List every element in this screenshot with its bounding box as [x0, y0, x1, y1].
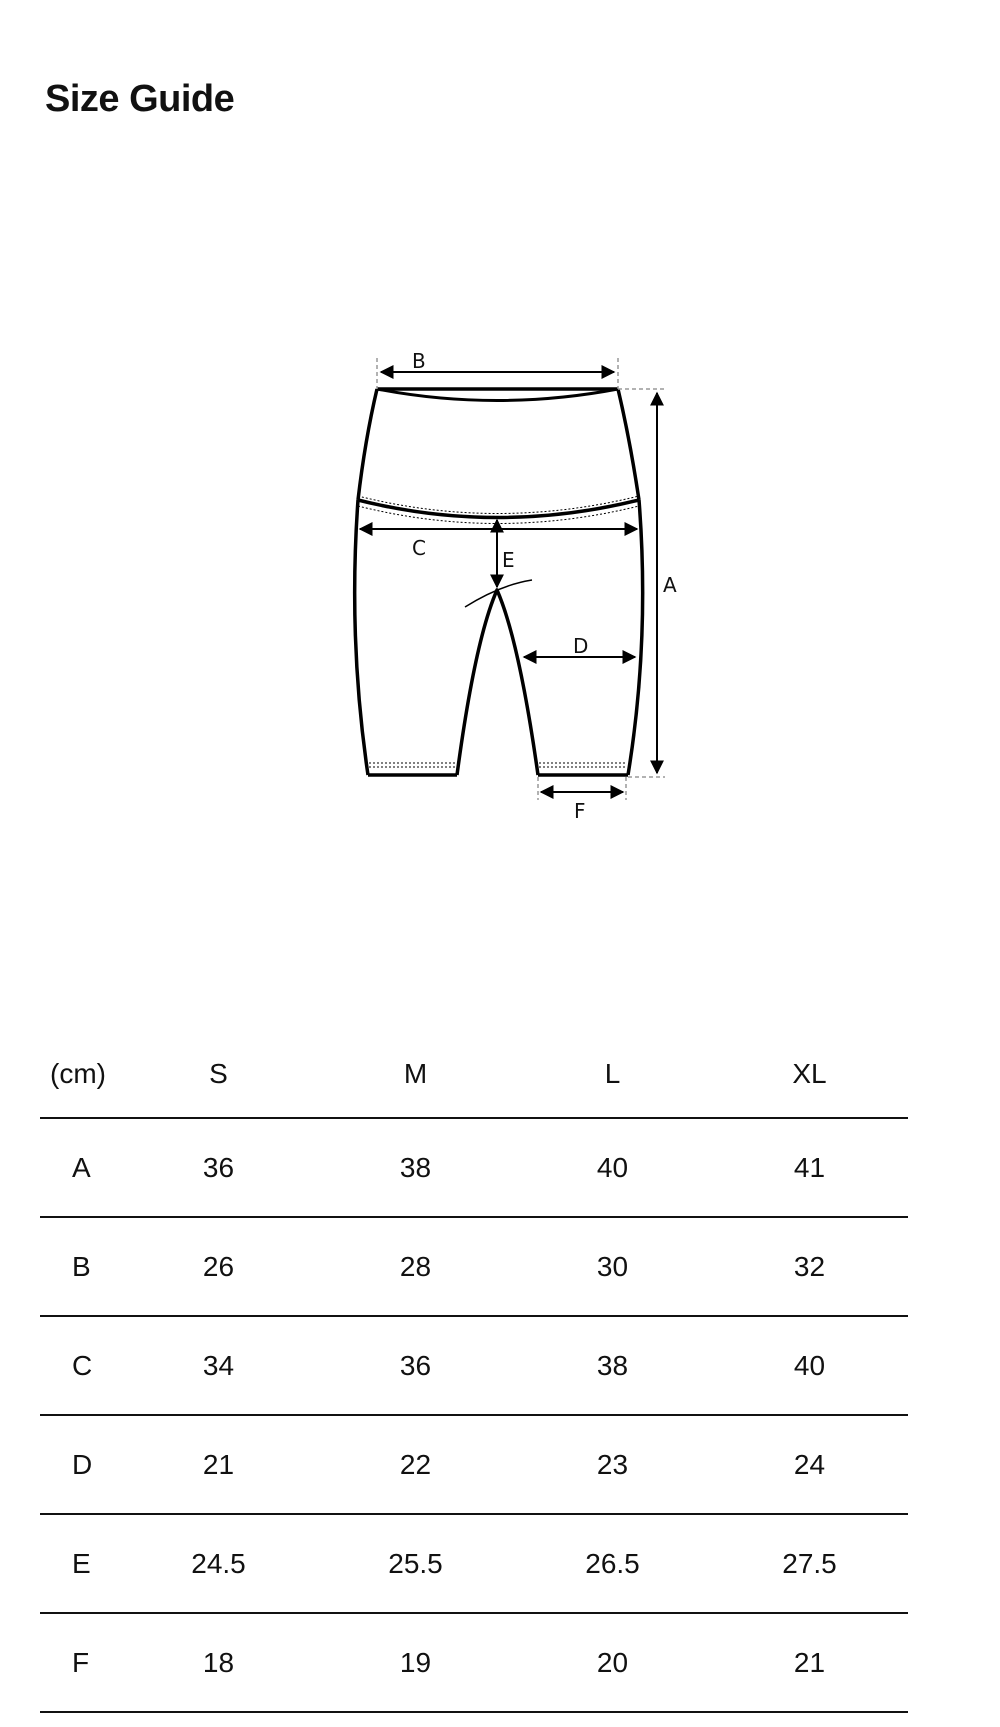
row-label: D — [40, 1415, 120, 1514]
cell-value: 21 — [120, 1415, 317, 1514]
cell-value: 34 — [120, 1316, 317, 1415]
page-title: Size Guide — [45, 78, 235, 120]
label-b: B — [412, 349, 426, 373]
cell-value: 36 — [317, 1316, 514, 1415]
size-header-xl: XL — [711, 1030, 908, 1118]
label-d: D — [573, 634, 589, 658]
cell-value: 30 — [514, 1217, 711, 1316]
cell-value: 24.5 — [120, 1514, 317, 1613]
cell-value: 21 — [711, 1613, 908, 1712]
cell-value: 38 — [514, 1316, 711, 1415]
shorts-outline — [355, 389, 643, 775]
cell-value: 20 — [514, 1613, 711, 1712]
row-label: C — [40, 1316, 120, 1415]
row-label: F — [40, 1613, 120, 1712]
cell-value: 41 — [711, 1118, 908, 1217]
label-a: A — [663, 573, 677, 597]
label-f: F — [574, 799, 586, 823]
cell-value: 40 — [711, 1316, 908, 1415]
size-table-header — [40, 1030, 908, 1118]
row-label: A — [40, 1118, 120, 1217]
table-row — [40, 1118, 908, 1217]
label-c: C — [412, 536, 426, 560]
table-row — [40, 1217, 908, 1316]
cell-value: 22 — [317, 1415, 514, 1514]
cell-value: 32 — [711, 1217, 908, 1316]
cell-value: 24 — [711, 1415, 908, 1514]
cell-value: 18 — [120, 1613, 317, 1712]
size-header-s: S — [120, 1030, 317, 1118]
cell-value: 27.5 — [711, 1514, 908, 1613]
cell-value: 26.5 — [514, 1514, 711, 1613]
unit-label: (cm) — [40, 1030, 120, 1118]
row-label: E — [40, 1514, 120, 1613]
size-header-m: M — [317, 1030, 514, 1118]
cell-value: 38 — [317, 1118, 514, 1217]
cell-value: 36 — [120, 1118, 317, 1217]
cell-value: 23 — [514, 1415, 711, 1514]
table-row — [40, 1514, 908, 1613]
size-header-l: L — [514, 1030, 711, 1118]
cell-value: 26 — [120, 1217, 317, 1316]
row-label: B — [40, 1217, 120, 1316]
table-row — [40, 1613, 908, 1712]
label-e: E — [502, 548, 515, 572]
cell-value: 28 — [317, 1217, 514, 1316]
cell-value: 40 — [514, 1118, 711, 1217]
cell-value: 25.5 — [317, 1514, 514, 1613]
size-table — [40, 1030, 908, 1713]
table-row — [40, 1415, 908, 1514]
table-row — [40, 1316, 908, 1415]
cell-value: 19 — [317, 1613, 514, 1712]
